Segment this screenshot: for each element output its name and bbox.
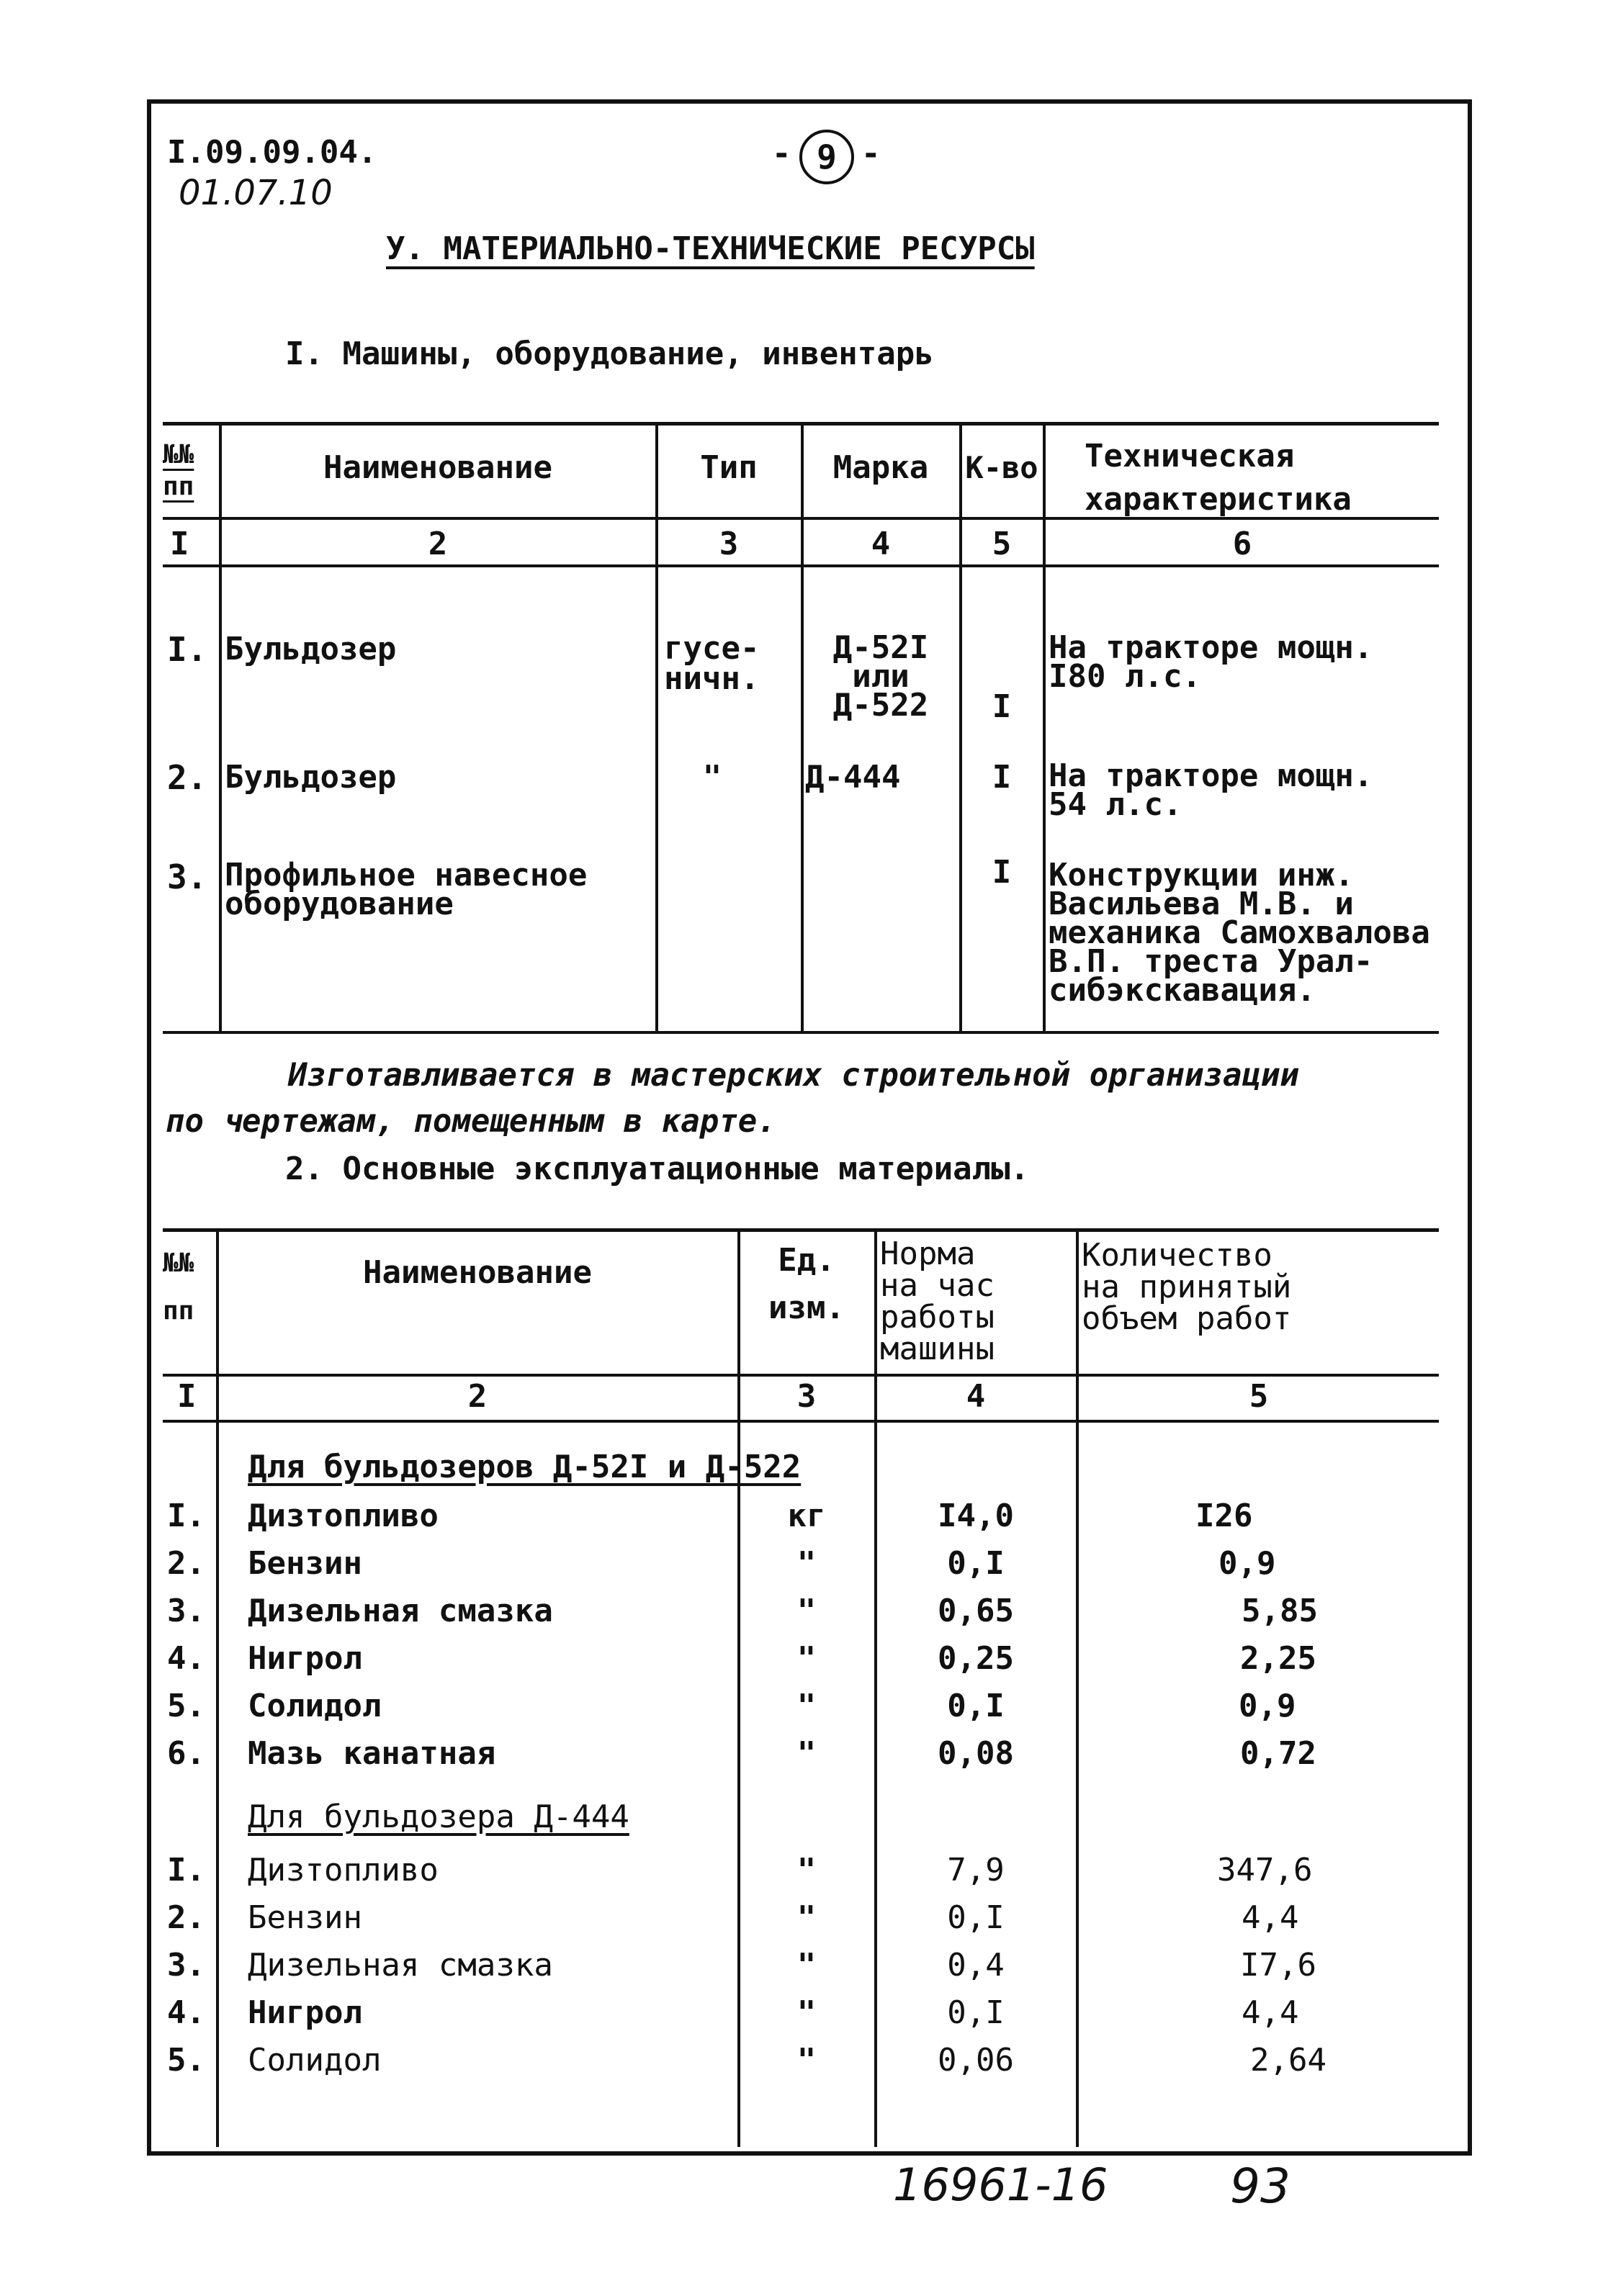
item-unit: " (796, 1593, 817, 1629)
item-unit: " (796, 1545, 817, 1582)
row-name: Бульдозер (225, 631, 397, 667)
item-norm: 0,I (947, 1994, 1005, 2031)
machines-colnum-6: 6 (1232, 526, 1252, 562)
materials-colnum-3: 3 (796, 1378, 817, 1415)
handwritten-date: 01.07.10 (179, 173, 333, 213)
item-amount: I26 (1195, 1498, 1253, 1534)
machines-colnum-5: 5 (992, 526, 1012, 562)
machines-header-type: Тип (700, 449, 758, 486)
item-number: 3. (167, 1947, 205, 1984)
item-norm: 0,I (947, 1688, 1005, 1724)
item-unit: " (796, 1640, 817, 1677)
machines-subtitle: I. Машины, оборудование, инвентарь (285, 336, 934, 372)
item-unit: " (796, 1994, 817, 2031)
row-name: Бульдозер (225, 759, 397, 796)
item-number: 2. (167, 1899, 205, 1936)
row-number: 3. (167, 857, 207, 896)
item-norm: 0,25 (938, 1640, 1014, 1677)
item-amount: 2,64 (1250, 2042, 1327, 2079)
item-name: Мазь канатная (248, 1735, 496, 1772)
machines-colnum-1: I (170, 526, 189, 562)
item-norm: 0,I (947, 1545, 1005, 1582)
item-name: Бензин (248, 1545, 362, 1582)
footer-handwritten-page: 93 (1230, 2158, 1290, 2214)
item-amount: 2,25 (1240, 1640, 1316, 1677)
item-number: 5. (167, 2042, 205, 2079)
item-number: I. (167, 1498, 205, 1534)
document-code: I.09.09.04. (167, 134, 377, 171)
item-norm: 0,65 (938, 1593, 1014, 1629)
item-name: Дизельная смазка (248, 1593, 553, 1629)
row-type: " (702, 759, 722, 796)
materials-header-norm: Норма на час работы машины (880, 1235, 995, 1367)
section-title (386, 230, 1035, 267)
item-number: 4. (167, 1640, 205, 1677)
page-number-suffix: - (861, 135, 881, 172)
item-amount: 4,4 (1242, 1994, 1299, 2031)
item-amount: 5,85 (1242, 1593, 1318, 1629)
row-qty: I (992, 854, 1012, 891)
materials-header-amount: Количество на принятый объем работ (1082, 1237, 1292, 1337)
item-unit: " (796, 1852, 817, 1888)
item-name: Дизельная смазка (248, 1947, 553, 1984)
materials-colnum-5: 5 (1249, 1378, 1269, 1415)
item-norm: 0,4 (947, 1947, 1005, 1984)
row-number: I. (167, 630, 207, 669)
item-number: 4. (167, 1994, 205, 2031)
machines-header-brand: Марка (832, 449, 929, 486)
machines-colnum-4: 4 (871, 526, 891, 562)
row-name: Профильное навесное оборудование (225, 857, 588, 922)
item-amount: I7,6 (1240, 1947, 1316, 1984)
item-number: I. (167, 1852, 205, 1888)
item-unit: " (796, 1947, 817, 1984)
item-name: Нигрол (248, 1994, 362, 2031)
item-amount: 0,9 (1239, 1688, 1296, 1724)
row-number: 2. (167, 758, 207, 797)
materials-colnum-4: 4 (966, 1378, 986, 1415)
row-brand: Д-52I или Д-522 (832, 629, 929, 724)
row-tech: Конструкции инж. Васильева М.В. и механика Самохвалова В.П. треста Урал- сибэкскавация. (1049, 857, 1430, 1009)
row-qty: I (992, 759, 1012, 796)
row-tech: На тракторе мощн. 54 л.с. (1049, 757, 1373, 823)
item-unit: " (796, 2042, 817, 2079)
row-brand: Д-444 (805, 759, 901, 796)
item-norm: 0,08 (938, 1735, 1014, 1772)
group2-title: Для бульдозера Д-444 (248, 1798, 629, 1835)
machines-header-name: Наименование (323, 449, 552, 486)
item-norm: 7,9 (947, 1852, 1005, 1888)
machines-colnum-2: 2 (428, 526, 448, 562)
footer-handwritten-code: 16961-16 (893, 2158, 1108, 2211)
machines-header-num: №№ пп (163, 440, 194, 501)
item-unit: " (796, 1735, 817, 1772)
item-name: Солидол (248, 1688, 382, 1724)
item-name: Дизтопливо (248, 1852, 439, 1888)
materials-subtitle: 2. Основные эксплуатационные материалы. (285, 1151, 1030, 1187)
item-norm: I4,0 (938, 1498, 1014, 1534)
materials-colnum-1: I (177, 1378, 197, 1415)
group1-title: Для бульдозеров Д-52I и Д-522 (248, 1449, 802, 1485)
note-line-2: по чертежам, помещенным в карте. (166, 1103, 776, 1140)
item-number: 6. (167, 1735, 205, 1772)
item-unit: " (796, 1688, 817, 1724)
item-number: 5. (167, 1688, 205, 1724)
page-number-prefix: - (772, 135, 791, 172)
row-qty: I (992, 688, 1012, 725)
item-name: Солидол (248, 2042, 382, 2079)
item-number: 2. (167, 1545, 205, 1582)
materials-header-name: Наименование (363, 1254, 592, 1291)
item-amount: 347,6 (1217, 1852, 1313, 1888)
item-amount: 4,4 (1242, 1899, 1299, 1936)
item-amount: 0,72 (1240, 1735, 1316, 1772)
machines-header-qty: К-во (965, 450, 1038, 485)
item-number: 3. (167, 1593, 205, 1629)
row-type: гусе- ничн. (664, 630, 760, 697)
item-norm: 0,I (947, 1899, 1005, 1936)
materials-colnum-2: 2 (467, 1378, 488, 1415)
item-name: Бензин (248, 1899, 362, 1936)
machines-colnum-3: 3 (719, 526, 739, 562)
materials-header-unit: Ед. изм. (768, 1242, 845, 1326)
note-line-1: Изготавливается в мастерских строительной организации (288, 1057, 1299, 1094)
item-name: Нигрол (248, 1640, 362, 1677)
materials-header-num: №№ пп (163, 1248, 194, 1325)
item-unit: кг (787, 1498, 826, 1534)
machines-header-tech: Техническая характеристика (1085, 438, 1352, 518)
item-name: Дизтопливо (248, 1498, 439, 1534)
item-norm: 0,06 (938, 2042, 1014, 2079)
item-amount: 0,9 (1218, 1545, 1276, 1582)
row-tech: На тракторе мощн. I80 л.с. (1049, 629, 1373, 695)
page-number: 9 (799, 130, 854, 184)
item-unit: " (796, 1899, 817, 1936)
section-title-text: У. МАТЕРИАЛЬНО-ТЕХНИЧЕСКИЕ РЕСУРСЫ (386, 230, 1035, 267)
